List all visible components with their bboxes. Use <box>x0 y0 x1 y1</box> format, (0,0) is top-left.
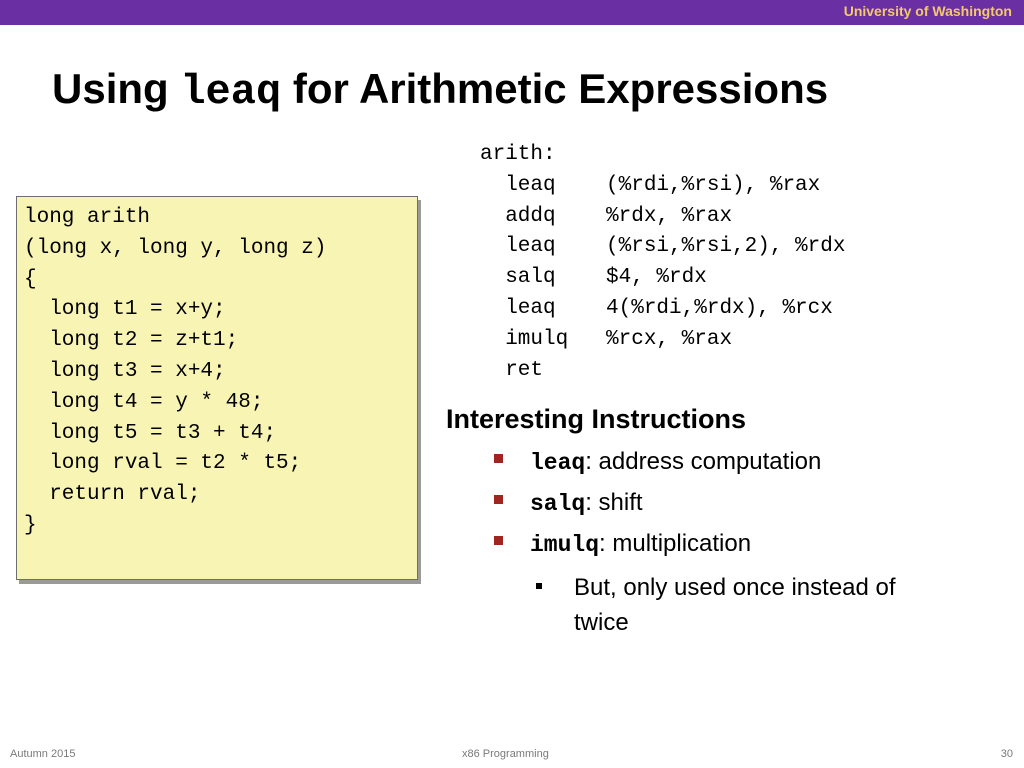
square-bullet-icon <box>494 495 503 504</box>
instruction-keyword: salq <box>530 491 586 517</box>
instruction-keyword: leaq <box>530 450 586 476</box>
assembly-listing <box>480 140 845 386</box>
organization-name: University of Washington <box>843 3 1012 19</box>
c-code-box <box>16 196 418 580</box>
instruction-list <box>494 446 914 569</box>
instruction-description: : shift <box>585 489 643 516</box>
square-bullet-icon <box>494 536 503 545</box>
sub-bullet-item <box>536 570 896 640</box>
small-square-bullet-icon <box>536 583 542 589</box>
assembly-code: arith: leaq (%rdi,%rsi), %rax addq %rdx, %rax leaq (%rsi,%rsi,2), %rdx salq $4, %rdx leaq 4(%rdi,%rdx), %rcx imulq %rcx, %rax ret <box>480 143 846 382</box>
footer-topic: x86 Programming <box>462 748 549 760</box>
instruction-item-salq <box>494 487 914 528</box>
instruction-item-imulq <box>494 528 914 569</box>
title-suffix: for Arithmetic Expressions <box>281 65 829 112</box>
sub-bullet-text: But, only used once instead of twice <box>574 574 896 636</box>
title-code-word: leaq <box>180 68 282 116</box>
slide-title <box>52 64 828 117</box>
instruction-description: : address computation <box>585 448 822 475</box>
c-source-code: long arith (long x, long y, long z) { long t1 = x+y; long t2 = z+t1; long t3 = x+4; long t4 = y * 48; long t5 = t3 + t4; long rval = t2 * t5; return rval; } <box>24 206 327 537</box>
instruction-description: : multiplication <box>599 530 752 557</box>
instruction-keyword: imulq <box>530 532 600 558</box>
header-bar <box>0 0 1024 25</box>
instruction-item-leaq <box>494 446 914 487</box>
title-prefix: Using <box>52 65 181 112</box>
footer-page-number: 30 <box>1000 748 1013 760</box>
interesting-instructions-heading: Interesting Instructions <box>446 404 747 434</box>
square-bullet-icon <box>494 454 503 463</box>
footer-term: Autumn 2015 <box>10 748 76 760</box>
